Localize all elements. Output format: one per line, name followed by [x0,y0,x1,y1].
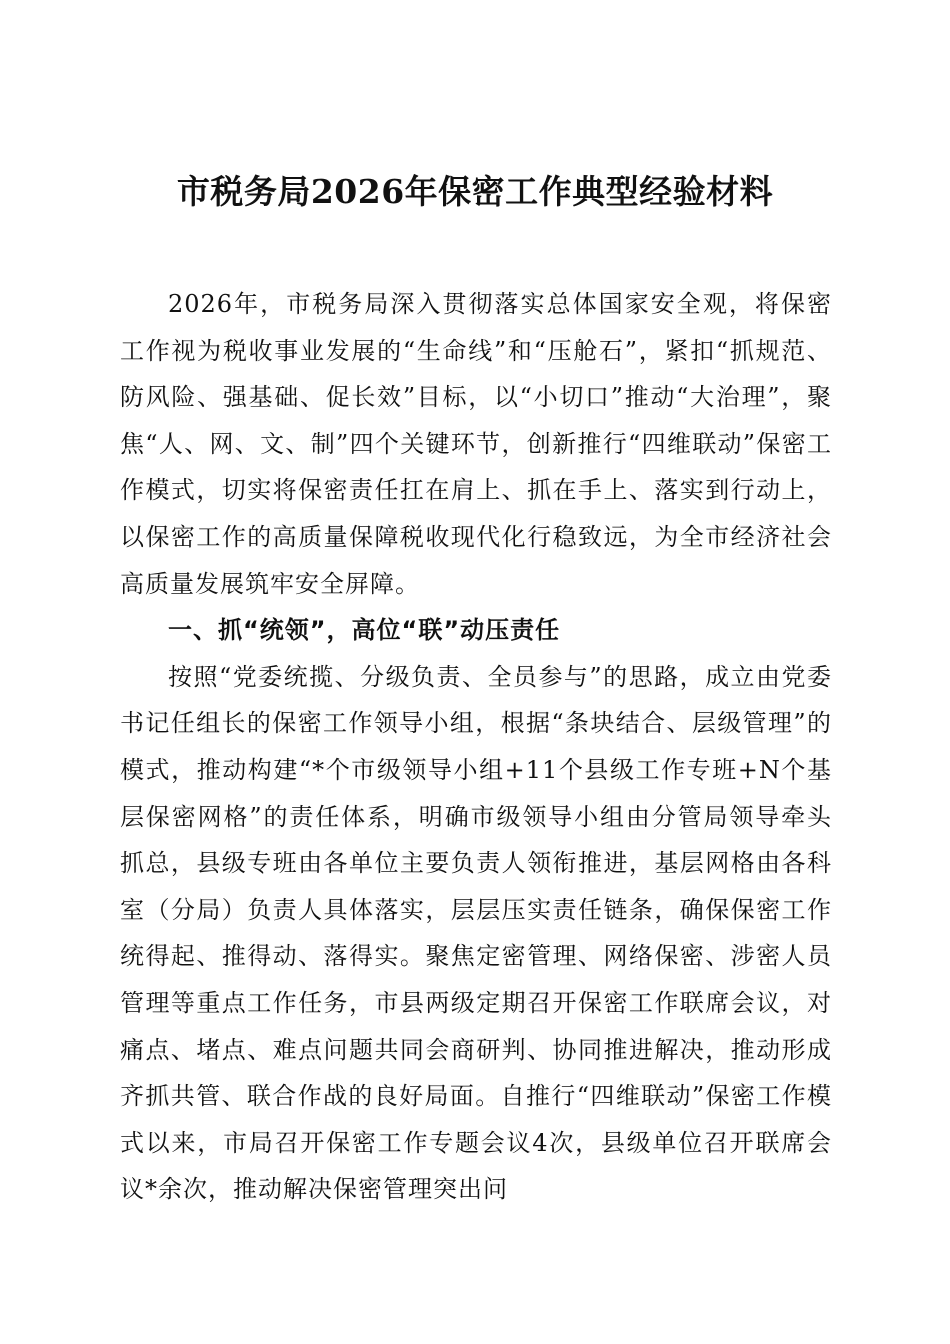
document-title: 市税务局2026年保密工作典型经验材料 [176,172,774,211]
document-body [120,281,832,1213]
section-1-heading: 一、抓“统领”，高位“联”动压责任 [168,616,561,645]
section-1-paragraph: 按照“党委统揽、分级负责、全员参与”的思路，成立由党委书记任组长的保密工作领导小组，根据“条块结合、层级管理”的模式，推动构建“*个市级领导小组+11个县级工作专班+N个基层保密网格”的责任体系，明确市级领导小组由分管局领导牵头抓总，县级专班由各单位主要负责人领衔推进，基层网格由各科室（分局）负责人具体落实，层层压实责任链条，确保保密工作统得起、推得动、落得实。聚焦定密管理、网络保密、涉密人员管理等重点工作任务，市县两级定期召开保密工作联席会议，对痛点、堵点、难点问题共同会商研判、协同推进解决，推动形成齐抓共管、联合作战的良好局面。自推行“四维联动”保密工作模式以来，市局召开保密工作专题会议4次，县级单位召开联席会议*余次，推动解决保密管理突出问 [120,662,832,1204]
intro-paragraph: 2026年，市税务局深入贯彻落实总体国家安全观，将保密工作视为税收事业发展的“生命线”和“压舱石”，紧扣“抓规范、防风险、强基础、促长效”目标，以“小切口”推动“大治理”，聚焦“人、网、文、制”四个关键环节，创新推行“四维联动”保密工作模式，切实将保密责任扛在肩上、抓在手上、落实到行动上，以保密工作的高质量保障税收现代化行稳致远，为全市经济社会高质量发展筑牢安全屏障。 [120,290,832,598]
